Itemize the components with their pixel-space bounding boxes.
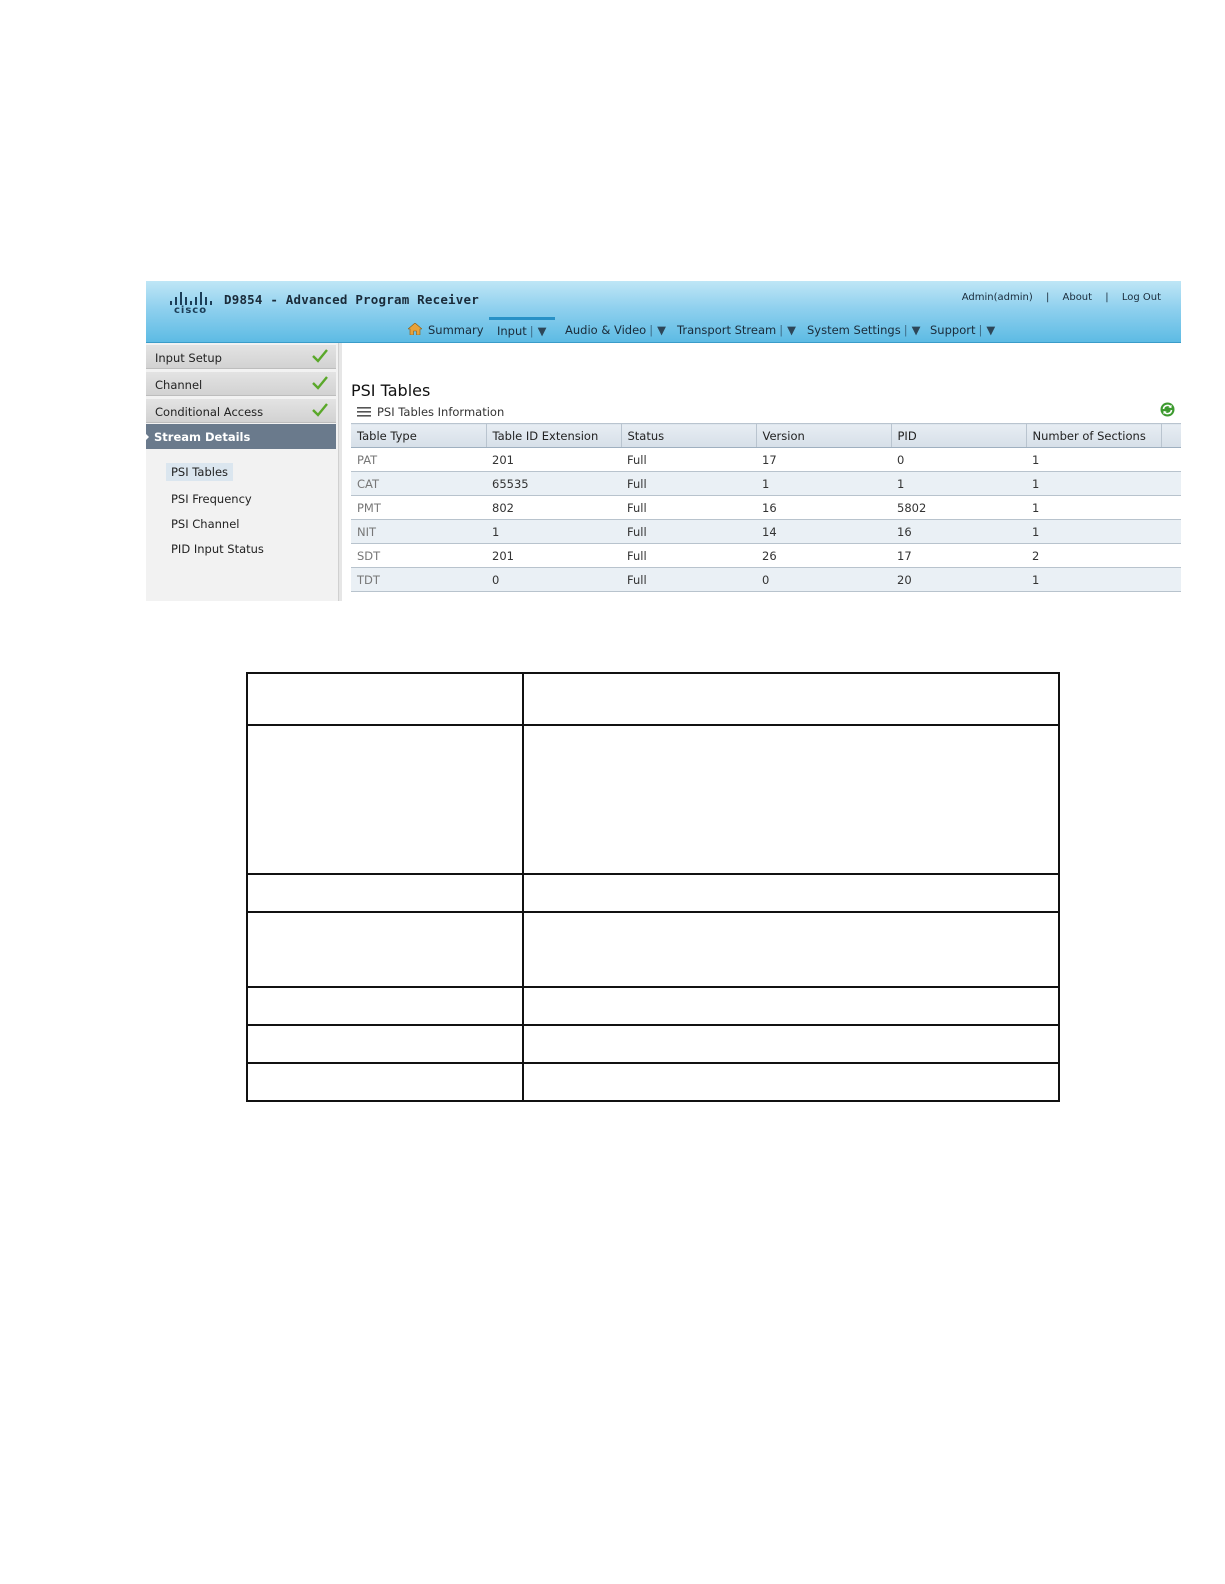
logo-text: cisco (174, 305, 208, 316)
table-row[interactable] (351, 568, 1181, 592)
sidebar-item-stream-details[interactable] (146, 424, 336, 449)
table-cell: Full (621, 448, 756, 472)
table-cell: 201 (486, 544, 621, 568)
nav-summary-label: Summary (428, 323, 484, 337)
refresh-icon[interactable] (1159, 401, 1176, 418)
table-cell: TDT (351, 568, 486, 592)
table-cell-spacer (1161, 472, 1181, 496)
table-cell: Full (621, 496, 756, 520)
chevron-down-icon[interactable]: ▼ (911, 323, 921, 337)
table-cell (523, 912, 1059, 987)
table-cell (523, 987, 1059, 1025)
user-links (962, 292, 1161, 303)
table-row (247, 1063, 1059, 1101)
column-header[interactable]: Status (621, 424, 756, 448)
table-cell: Full (621, 520, 756, 544)
table-cell-spacer (1161, 520, 1181, 544)
sidebar-item-label: Conditional Access (155, 405, 264, 419)
table-row[interactable] (351, 472, 1181, 496)
table-cell (247, 1025, 523, 1063)
table-cell: 802 (486, 496, 621, 520)
table-cell (247, 1063, 523, 1101)
chevron-down-icon[interactable]: ▼ (657, 323, 666, 337)
check-icon (312, 349, 328, 363)
nav-audio-video[interactable] (565, 317, 666, 341)
table-cell: 2 (1026, 544, 1161, 568)
nav-divider: | (779, 323, 784, 337)
table-cell: PMT (351, 496, 486, 520)
table-cell: 1 (486, 520, 621, 544)
column-header[interactable]: PID (891, 424, 1026, 448)
app-screenshot (146, 281, 1181, 601)
nav-transport-stream[interactable] (677, 317, 796, 341)
nav-divider: | (529, 324, 534, 338)
table-row[interactable] (351, 496, 1181, 520)
table-row (247, 987, 1059, 1025)
app-title: D9854 - Advanced Program Receiver (224, 292, 479, 307)
main-content (343, 343, 1181, 601)
nav-support-label: Support (930, 323, 976, 337)
nav-divider: | (649, 323, 654, 337)
table-cell (523, 673, 1059, 725)
table-cell: 1 (756, 472, 891, 496)
sidebar-splitter[interactable] (339, 343, 342, 601)
sidebar-item-input-setup[interactable] (146, 345, 336, 369)
table-cell: 1 (1026, 520, 1161, 544)
table-cell (523, 1063, 1059, 1101)
check-icon (312, 403, 328, 417)
table-row[interactable] (351, 448, 1181, 472)
table-cell: Full (621, 544, 756, 568)
table-cell-spacer (1161, 544, 1181, 568)
table-cell: 201 (486, 448, 621, 472)
nav-divider: | (903, 323, 908, 337)
table-cell (247, 673, 523, 725)
sidebar-item-label: Input Setup (155, 351, 222, 365)
table-cell: 1 (1026, 568, 1161, 592)
table-cell: 0 (891, 448, 1026, 472)
column-header[interactable]: Table ID Extension (486, 424, 621, 448)
nav-transport-stream-label: Transport Stream (677, 323, 777, 337)
table-row (247, 912, 1059, 987)
cisco-logo (170, 291, 214, 315)
table-cell-spacer (1161, 448, 1181, 472)
column-header-spacer (1161, 424, 1181, 448)
column-header[interactable]: Number of Sections (1026, 424, 1161, 448)
sidebar-sub-pid-input-status[interactable]: PID Input Status (171, 542, 264, 556)
table-cell: NIT (351, 520, 486, 544)
table-cell (247, 987, 523, 1025)
table-cell (247, 912, 523, 987)
menu-icon[interactable] (357, 407, 371, 417)
chevron-down-icon[interactable]: ▼ (986, 323, 996, 337)
nav-divider: | (978, 323, 983, 337)
table-cell: SDT (351, 544, 486, 568)
sidebar-sub-psi-tables[interactable]: PSI Tables (166, 463, 233, 481)
table-cell: 5802 (891, 496, 1026, 520)
table-cell (523, 874, 1059, 912)
table-cell (523, 725, 1059, 874)
page-title: PSI Tables (351, 381, 431, 400)
table-cell (247, 874, 523, 912)
separator: | (1105, 292, 1109, 303)
table-cell-spacer (1161, 496, 1181, 520)
table-cell: Full (621, 472, 756, 496)
nav-input-label: Input (497, 324, 527, 338)
nav-support[interactable] (930, 317, 995, 341)
sidebar-item-label: Channel (155, 378, 203, 392)
document-table (246, 672, 1060, 1102)
table-cell: 17 (756, 448, 891, 472)
nav-input[interactable] (489, 317, 555, 344)
table-cell: 1 (1026, 472, 1161, 496)
psi-tables-grid (351, 423, 1181, 592)
table-cell: 1 (1026, 448, 1161, 472)
table-cell: 14 (756, 520, 891, 544)
table-row (247, 1025, 1059, 1063)
table-row (247, 874, 1059, 912)
about-link[interactable]: About (1062, 292, 1093, 303)
table-cell: 26 (756, 544, 891, 568)
separator: | (1045, 292, 1050, 303)
table-cell: 16 (756, 496, 891, 520)
table-cell: 0 (756, 568, 891, 592)
table-cell: Full (621, 568, 756, 592)
table-cell: 1 (891, 472, 1026, 496)
table-row[interactable] (351, 544, 1181, 568)
table-cell: 16 (891, 520, 1026, 544)
table-cell: 1 (1026, 496, 1161, 520)
table-row (247, 673, 1059, 725)
nav-system-settings[interactable] (807, 317, 920, 341)
column-header[interactable]: Version (756, 424, 891, 448)
home-icon (408, 323, 422, 335)
table-cell (523, 1025, 1059, 1063)
sidebar (146, 343, 339, 601)
header (146, 281, 1181, 343)
table-cell (247, 725, 523, 874)
check-icon (312, 376, 328, 390)
chevron-down-icon[interactable]: ▼ (537, 324, 547, 338)
sidebar-item-label: Stream Details (154, 430, 251, 444)
section-title: PSI Tables Information (377, 405, 505, 419)
table-header-row (351, 424, 1181, 448)
nav-summary[interactable] (408, 317, 484, 341)
sidebar-item-conditional-access[interactable] (146, 399, 336, 423)
table-cell: CAT (351, 472, 486, 496)
table-cell: 0 (486, 568, 621, 592)
table-row[interactable] (351, 520, 1181, 544)
table-cell-spacer (1161, 568, 1181, 592)
table-cell: 65535 (486, 472, 621, 496)
table-cell: 17 (891, 544, 1026, 568)
table-cell: PAT (351, 448, 486, 472)
table-cell: 20 (891, 568, 1026, 592)
logout-link[interactable]: Log Out (1121, 292, 1161, 303)
nav-system-settings-label: System Settings (807, 323, 901, 337)
caret-right-icon (146, 432, 149, 442)
sidebar-item-channel[interactable] (146, 372, 336, 396)
column-header[interactable]: Table Type (351, 424, 486, 448)
user-name: Admin(admin) (961, 292, 1033, 303)
chevron-down-icon[interactable]: ▼ (787, 323, 796, 337)
sidebar-sub-psi-frequency[interactable]: PSI Frequency (171, 492, 252, 506)
sidebar-sub-psi-channel[interactable]: PSI Channel (171, 517, 240, 531)
section-header (351, 403, 1181, 421)
table-row (247, 725, 1059, 874)
nav-audio-video-label: Audio & Video (565, 323, 647, 337)
